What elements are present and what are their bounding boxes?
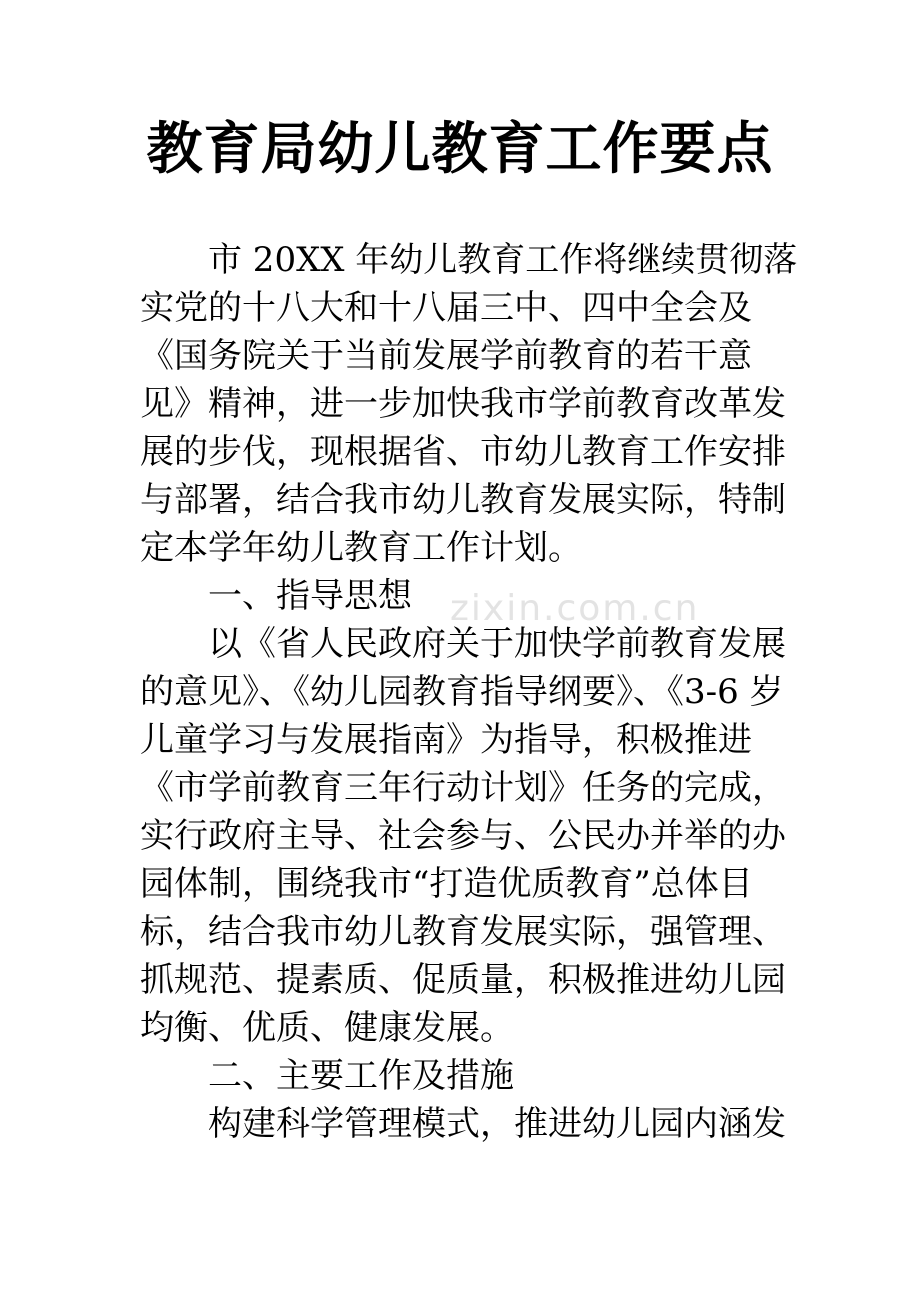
paragraph-line-guiding-1: 以《省人民政府关于加快学前教育发展 [208,624,786,664]
paragraph-line-guiding-9: 均衡、优质、健康发展。 [140,1008,514,1048]
section-heading-2: 二、主要工作及措施 [208,1056,514,1096]
paragraph-line-intro-5: 展的步伐，现根据省、市幼儿教育工作安排 [140,432,786,472]
paragraph-line-guiding-7: 标，结合我市幼儿教育发展实际，强管理、 [140,912,786,952]
paragraph-line-guiding-8: 抓规范、提素质、促质量，积极推进幼儿园 [140,960,786,1000]
document-title: 教育局幼儿教育工作要点 [146,117,774,182]
paragraph-line-guiding-3: 儿童学习与发展指南》为指导，积极推进 [140,720,752,760]
paragraph-line-intro-2: 实党的十八大和十八届三中、四中全会及 [140,288,752,328]
paragraph-line-intro-7: 定本学年幼儿教育工作计划。 [140,528,582,568]
paragraph-line-guiding-5: 实行政府主导、社会参与、公民办并举的办 [140,816,786,856]
paragraph-line-work-1: 构建科学管理模式，推进幼儿园内涵发 [208,1104,786,1144]
paragraph-line-guiding-6: 园体制，围绕我市“打造优质教育”总体目 [140,864,753,904]
paragraph-line-intro-6: 与部署，结合我市幼儿教育发展实际，特制 [140,480,786,520]
section-heading-1: 一、指导思想 [208,576,412,616]
paragraph-line-intro-1: 市 20XX 年幼儿教育工作将继续贯彻落 [208,240,798,280]
watermark: zixin.com.cn [450,588,700,629]
paragraph-line-guiding-2: 的意见》、《幼儿园教育指导纲要》、《3-6 岁 [140,672,784,712]
paragraph-line-guiding-4: 《市学前教育三年行动计划》任务的完成， [140,768,786,808]
paragraph-line-intro-3: 《国务院关于当前发展学前教育的若干意 [140,336,752,376]
paragraph-line-intro-4: 见》精神，进一步加快我市学前教育改革发 [140,384,786,424]
